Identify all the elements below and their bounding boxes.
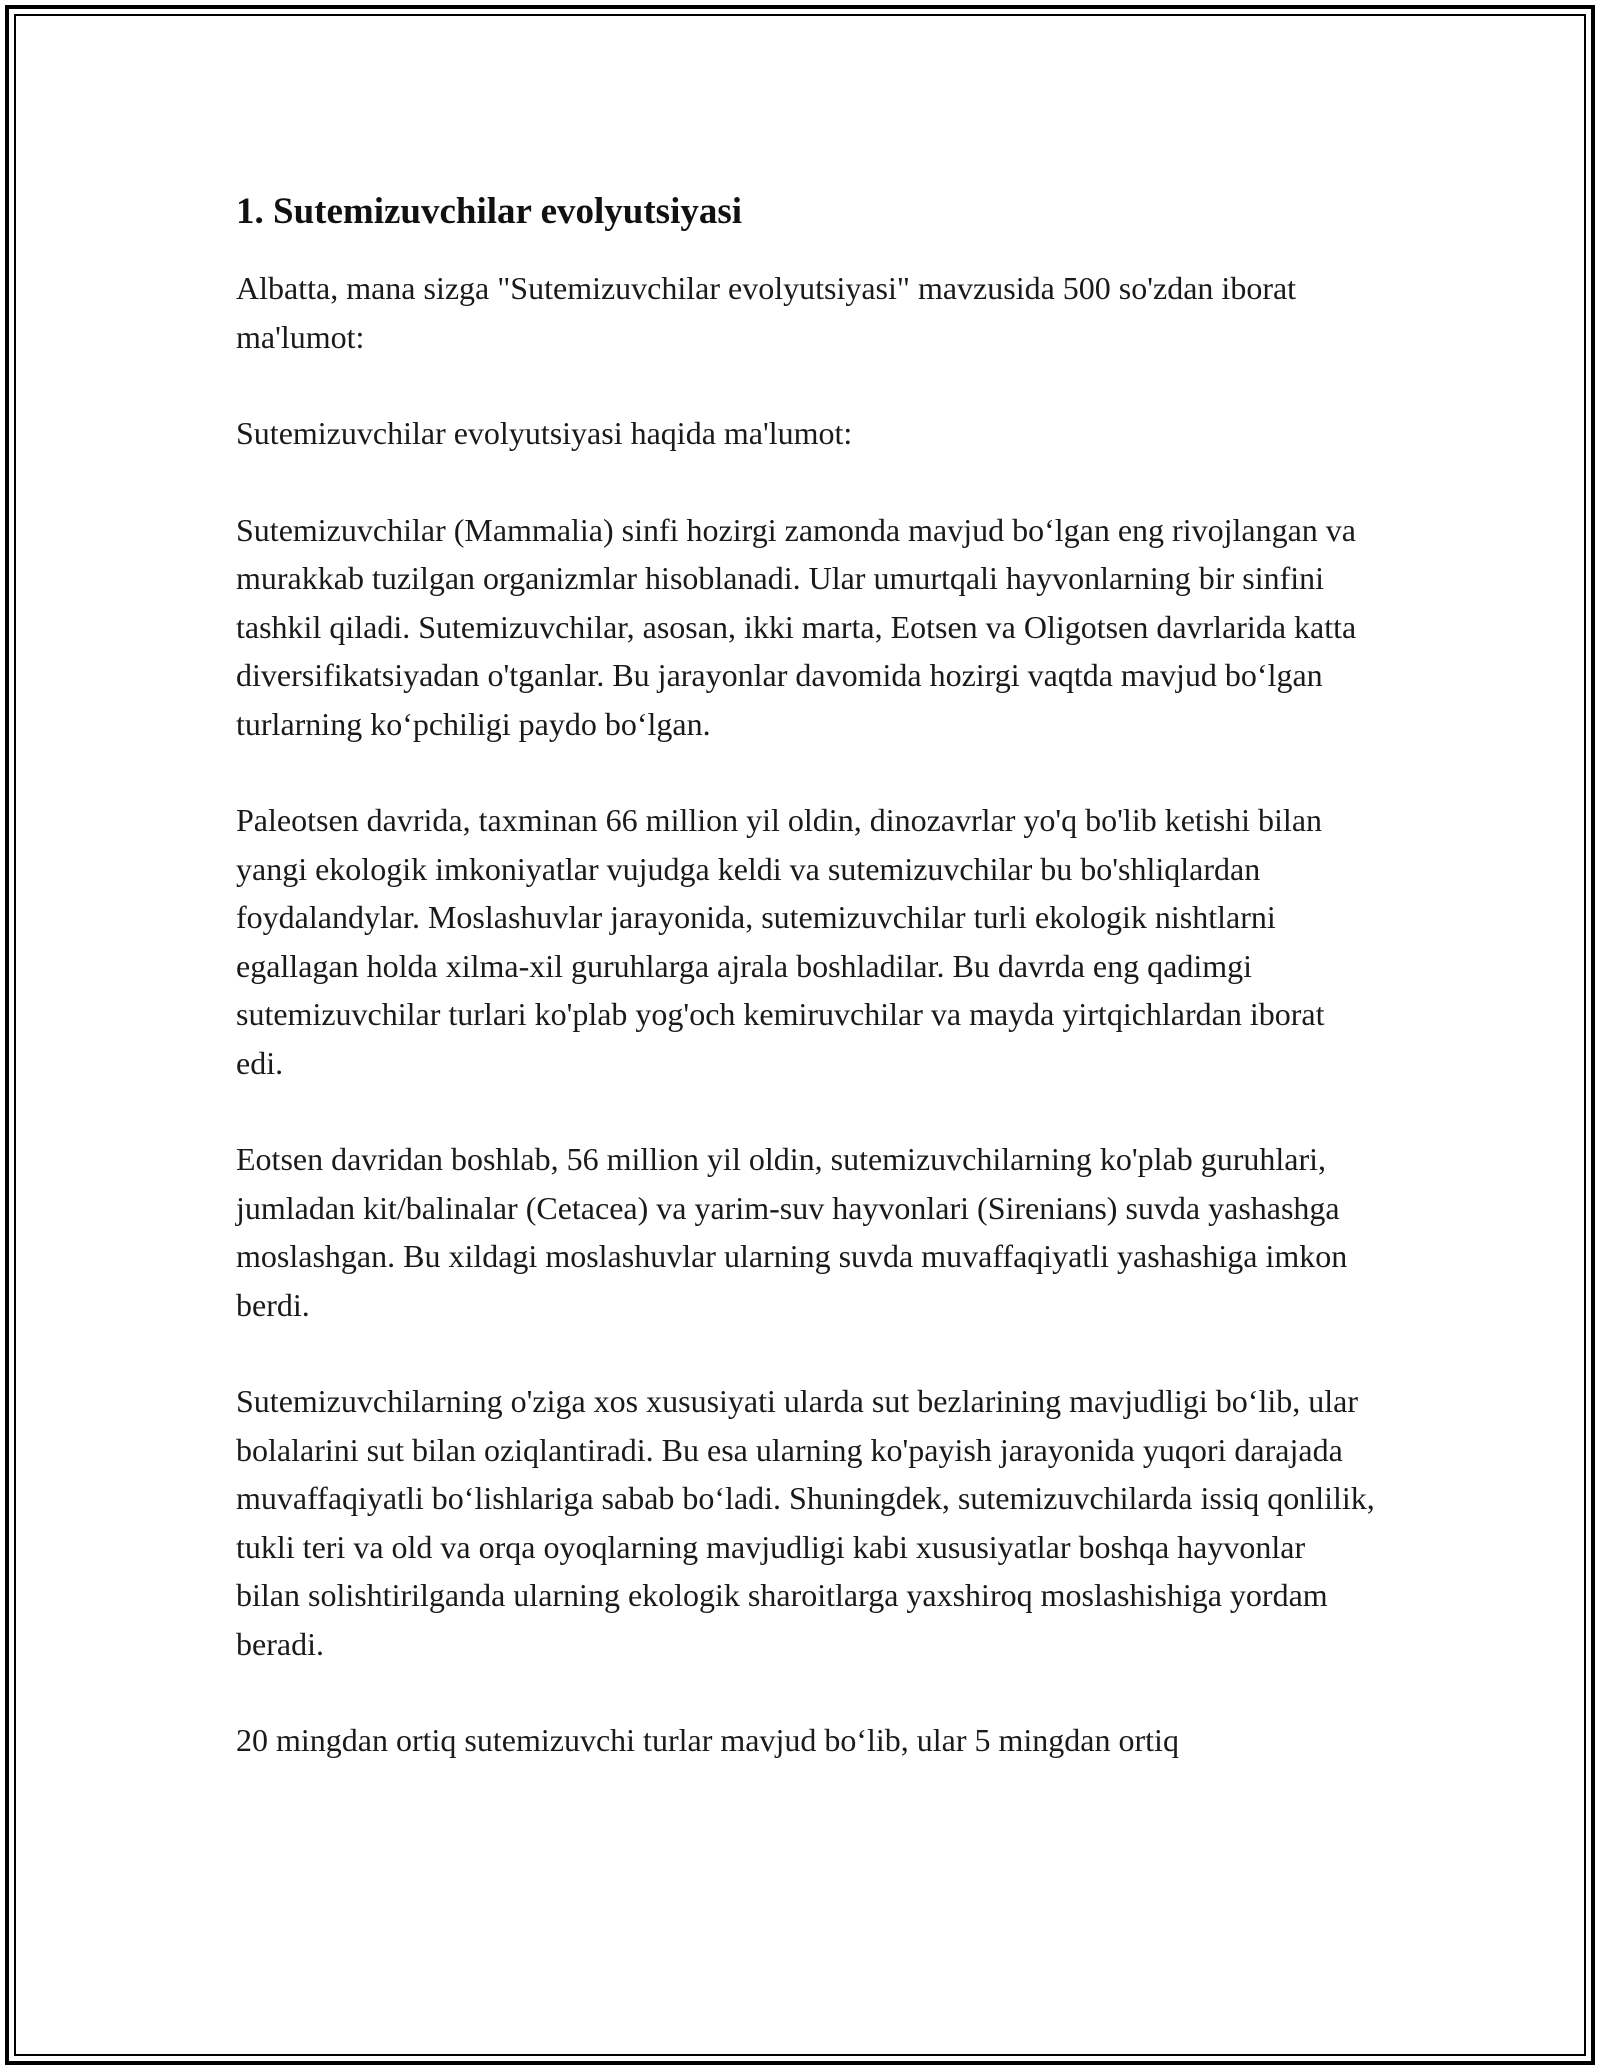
- paragraph-eocene: Eotsen davridan boshlab, 56 million yil oldin, sutemizuvchilarning ko'plab guruhlari, jumladan kit/balinalar (Cetacea) va yarim-suv hayvonlari (Sirenians) suvda yashashga moslashgan. Bu xildagi moslashuvlar ularning suvda muvaffaqiyatli yashashiga imkon berdi.: [236, 1141, 1348, 1323]
- paragraph-paleocene: Paleotsen davrida, taxminan 66 million yil oldin, dinozavrlar yo'q bo'lib ketishi bilan yangi ekologik imkoniyatlar vujudga keldi va sutemizuvchilar bu bo'shliqlardan foydalandylar. Moslashuvlar jarayonida, sutemizuvchilar turli ekologik nishtlarni egallagan holda xilma-xil guruhlarga ajrala boshladilar. Bu davrda eng qadimgi sutemizuvchilar turlari ko'plab yog'och kemiruvchilar va mayda yirtqichlardan iborat edi.: [236, 802, 1325, 1081]
- paragraph-subheading: Sutemizuvchilar evolyutsiyasi haqida ma'lumot:: [236, 415, 853, 451]
- document-title: 1. Sutemizuvchilar evolyutsiyasi: [236, 191, 743, 232]
- paragraph-features: Sutemizuvchilarning o'ziga xos xususiyati ularda sut bezlarining mavjudligi bo‘lib, ular bolalarini sut bilan oziqlantiradi. Bu esa ularning ko'payish jarayonida yuqori darajada muvaffaqiyatli bo‘lishlariga sabab bo‘ladi. Shuningdek, sutemizuvchilarda issiq qonlilik, tukli teri va old va orqa oyoqlarning mavjudligi kabi xususiyatlar boshqa hayvonlar bilan solishtirilganda ularning ekologik sharoitlarga yaxshiroq moslashishiga yordam beradi.: [236, 1383, 1375, 1662]
- paragraph-mammalia-class: Sutemizuvchilar (Mammalia) sinfi hozirgi zamonda mavjud bo‘lgan eng rivojlangan va murakkab tuzilgan organizmlar hisoblanadi. Ular umurtqali hayvonlarning bir sinfini tashkil qiladi. Sutemizuvchilar, asosan, ikki marta, Eotsen va Oligotsen davrlarida katta diversifikatsiyadan o'tganlar. Bu jarayonlar davomida hozirgi vaqtda mavjud bo‘lgan turlarning ko‘pchiligi paydo bo‘lgan.: [236, 511, 1357, 742]
- document-body: [236, 186, 1376, 1813]
- paragraph-species-count: 20 mingdan ortiq sutemizuvchi turlar mavjud bo‘lib, ular 5 mingdan ortiq: [236, 1722, 1179, 1758]
- paragraph-intro: Albatta, mana sizga "Sutemizuvchilar evolyutsiyasi" mavzusida 500 so'zdan iborat ma'lumot:: [236, 270, 1297, 355]
